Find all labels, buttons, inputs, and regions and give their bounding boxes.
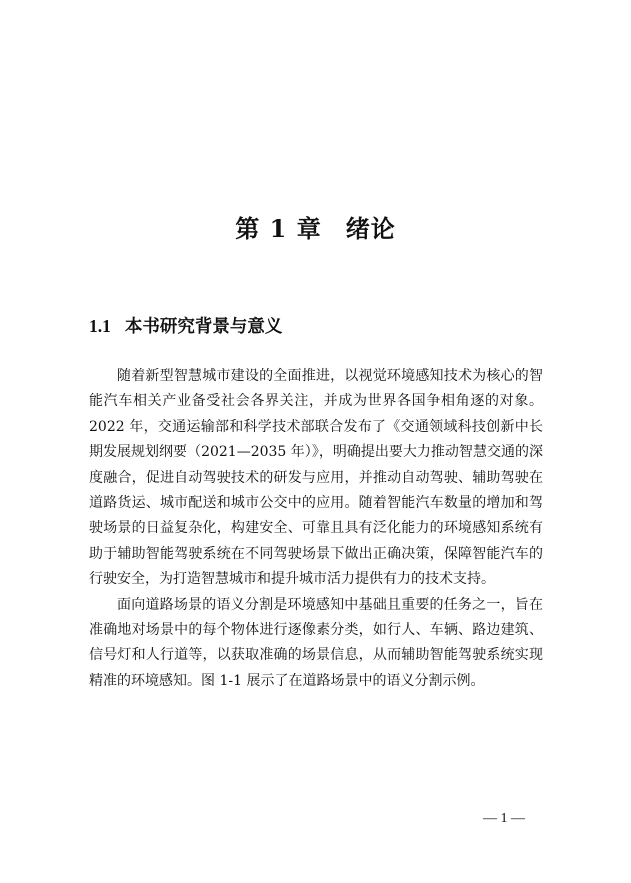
chapter-title-text: 绪论 xyxy=(345,214,396,243)
section-number: 1.1 xyxy=(89,316,111,336)
page-number: — 1 — xyxy=(483,811,525,826)
paragraph-semantic-segmentation: 面向道路场景的语义分割是环境感知中基础且重要的任务之一，旨在准确地对场景中的每个物体进行逐像素分类，如行人、车辆、路边建筑、信号灯和人行道等，以获取准确的场景信息，从而辅助智能驾驶系统实现精准的环境感知。图 1-1 展示了在道路场景中的语义分割示例。 xyxy=(89,596,543,689)
paragraph-background: 随着新型智慧城市建设的全面推进，以视觉环境感知技术为核心的智能汽车相关产业备受社会各界关注，并成为世界各国争相角逐的对象。2022 年，交通运输部和科学技术部联合发布了《交通领域科技创新中长期发展规划纲要（2021—2035 年）》，明确提出要大力推动智慧交通的深度融合，促进自动驾驶技术的研发与应用，并推动自动驾驶、辅助驾驶在道路货运、城市配送和城市公交中的应用。随着智能汽车数量的增加和驾驶场景的日益复杂化，构建安全、可靠且具有泛化能力的环境感知系统有助于辅助智能驾驶系统在不同驾驶场景下做出正确决策，保障智能汽车的行驶安全，为打造智慧城市和提升城市活力提供有力的技术支持。 xyxy=(89,368,543,588)
body-text xyxy=(89,364,543,694)
section-heading xyxy=(89,313,282,340)
chapter-number-label: 第 1 章 xyxy=(235,214,322,243)
section-title: 本书研究背景与意义 xyxy=(124,317,283,337)
chapter-title xyxy=(0,212,631,246)
